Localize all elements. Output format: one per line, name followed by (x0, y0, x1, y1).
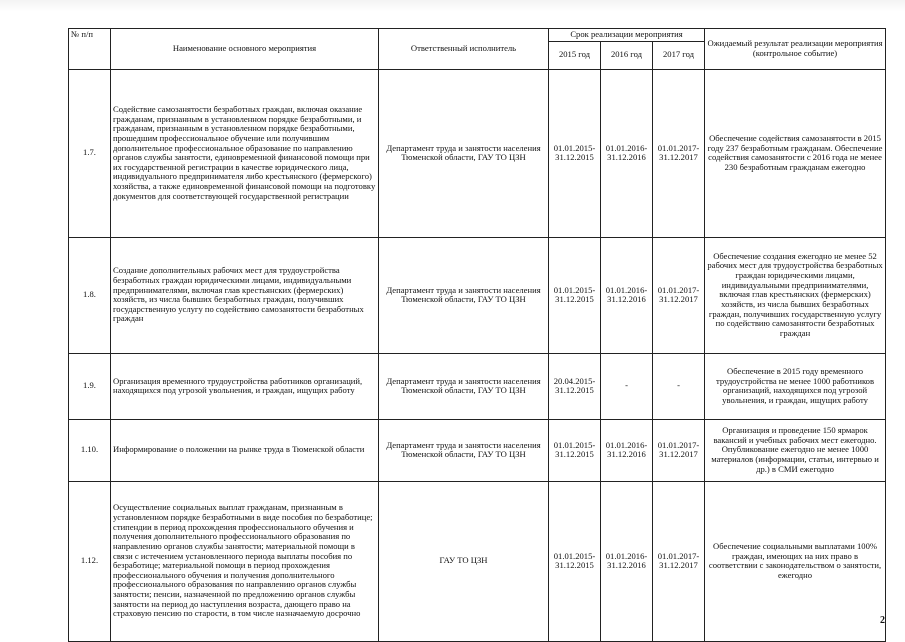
row-executor: Департамент труда и занятости населения Тюменской области, ГАУ ТО ЦЗН (379, 419, 549, 481)
row-executor: Департамент труда и занятости населения Тюменской области, ГАУ ТО ЦЗН (379, 353, 549, 419)
header-2017: 2017 год (653, 41, 705, 69)
header-num: № п/п (69, 29, 111, 70)
row-result: Обеспечение в 2015 году временного трудоустройства не менее 1000 работников организаций, находящихся под угрозой увольнения, и граждан, ищущих работу (705, 353, 886, 419)
row-2017: 01.01.2017-31.12.2017 (653, 237, 705, 353)
row-2015: 20.04.2015-31.12.2015 (549, 353, 601, 419)
row-executor: Департамент труда и занятости населения Тюменской области, ГАУ ТО ЦЗН (379, 69, 549, 237)
scan-edge (0, 0, 905, 12)
table-row (69, 481, 886, 641)
row-result: Обеспечение содействия самозанятости в 2015 году 237 безработным гражданам. Обеспечение содействия самозанятости с 2016 года не менее 230 безработным гражданам ежегодно (705, 69, 886, 237)
row-2017: 01.01.2017-31.12.2017 (653, 69, 705, 237)
row-num: 1.10. (69, 419, 111, 481)
row-result: Обеспечение создания ежегодно не менее 52 рабочих мест для трудоустройства безработных граждан юридическими лицами, индивидуальными предпринимателями, включая глав крестьянских (фермерских) хозяйств, из числа бывших безработных граждан, получивших государственную услугу по содействию самозанятости безработных граждан (705, 237, 886, 353)
row-num: 1.8. (69, 237, 111, 353)
row-name: Содействие самозанятости безработных граждан, включая оказание гражданам, признанным в установленном порядке безработными, и гражданам, признанным в установленном порядке безработными, прошедшим профессиональное обучение или получившим дополнительное профессиональное образование по направлению органов службы занятости, единовременной финансовой помощи при их государственной регистрации в качестве юридического лица, индивидуального предпринимателя либо крестьянского (фермерского) хозяйства, а также единовременной финансовой помощи на подготовку документов для соответствующей государственной регистрации (111, 69, 379, 237)
row-2017: 01.01.2017-31.12.2017 (653, 481, 705, 641)
table-row (69, 237, 886, 353)
row-name: Организация временного трудоустройства работников организаций, находящихся под угрозой увольнения, и граждан, ищущих работу (111, 353, 379, 419)
row-name: Осуществление социальных выплат гражданам, признанным в установленном порядке безработными в виде пособия по безработице; стипендии в период прохождения профессионального обучения и получения дополнительного профессионального образования по направлению органов службы занятости; материальной помощи в связи с истечением установленного периода выплаты пособия по безработице; материальной помощи в период прохождения профессионального обучения и получения дополнительного профессионального образования по направлению органов службы занятости; пенсии, назначенной по предложению органов службы занятости на период до наступления возраста, дающего право на страховую пенсию по старости, в том числе назначаемую досрочно (111, 481, 379, 641)
row-2017: - (653, 353, 705, 419)
table-row (69, 69, 886, 237)
table-row (69, 419, 886, 481)
row-name: Создание дополнительных рабочих мест для трудоустройства безработных граждан юридическими лицами, индивидуальными предпринимателями, включая глав крестьянских (фермерских) хозяйств, из числа бывших безработных граждан, получивших государственную услугу по содействию самозанятости безработных граждан (111, 237, 379, 353)
header-name: Наименование основного мероприятия (111, 29, 379, 70)
row-num: 1.12. (69, 481, 111, 641)
document-sheet (68, 28, 885, 642)
row-result: Обеспечение социальными выплатами 100% граждан, имеющих на них право в соответствии с законодательством о занятости, ежегодно (705, 481, 886, 641)
row-executor: Департамент труда и занятости населения Тюменской области, ГАУ ТО ЦЗН (379, 237, 549, 353)
row-num: 1.7. (69, 69, 111, 237)
row-2016: 01.01.2016-31.12.2016 (601, 237, 653, 353)
row-2016: 01.01.2016-31.12.2016 (601, 419, 653, 481)
page-number: 2 (880, 615, 885, 626)
row-2015: 01.01.2015-31.12.2015 (549, 419, 601, 481)
header-period: Срок реализации мероприятия (549, 29, 705, 42)
header-executor: Ответственный исполнитель (379, 29, 549, 70)
row-2017: 01.01.2017-31.12.2017 (653, 419, 705, 481)
row-2016: 01.01.2016-31.12.2016 (601, 69, 653, 237)
header-result: Ожидаемый результат реализации мероприятия (контрольное событие) (705, 29, 886, 70)
row-2015: 01.01.2015-31.12.2015 (549, 237, 601, 353)
header-2016: 2016 год (601, 41, 653, 69)
header-2015: 2015 год (549, 41, 601, 69)
row-2016: - (601, 353, 653, 419)
row-executor: ГАУ ТО ЦЗН (379, 481, 549, 641)
row-2015: 01.01.2015-31.12.2015 (549, 69, 601, 237)
row-result: Организация и проведение 150 ярмарок вакансий и учебных рабочих мест ежегодно. Опубликование ежегодно не менее 1000 материалов (информации, статьи, интервью и др.) в СМИ ежегодно (705, 419, 886, 481)
row-2015: 01.01.2015-31.12.2015 (549, 481, 601, 641)
measures-table (68, 28, 886, 642)
table-row (69, 353, 886, 419)
row-2016: 01.01.2016-31.12.2016 (601, 481, 653, 641)
row-name: Информирование о положении на рынке труда в Тюменской области (111, 419, 379, 481)
row-num: 1.9. (69, 353, 111, 419)
